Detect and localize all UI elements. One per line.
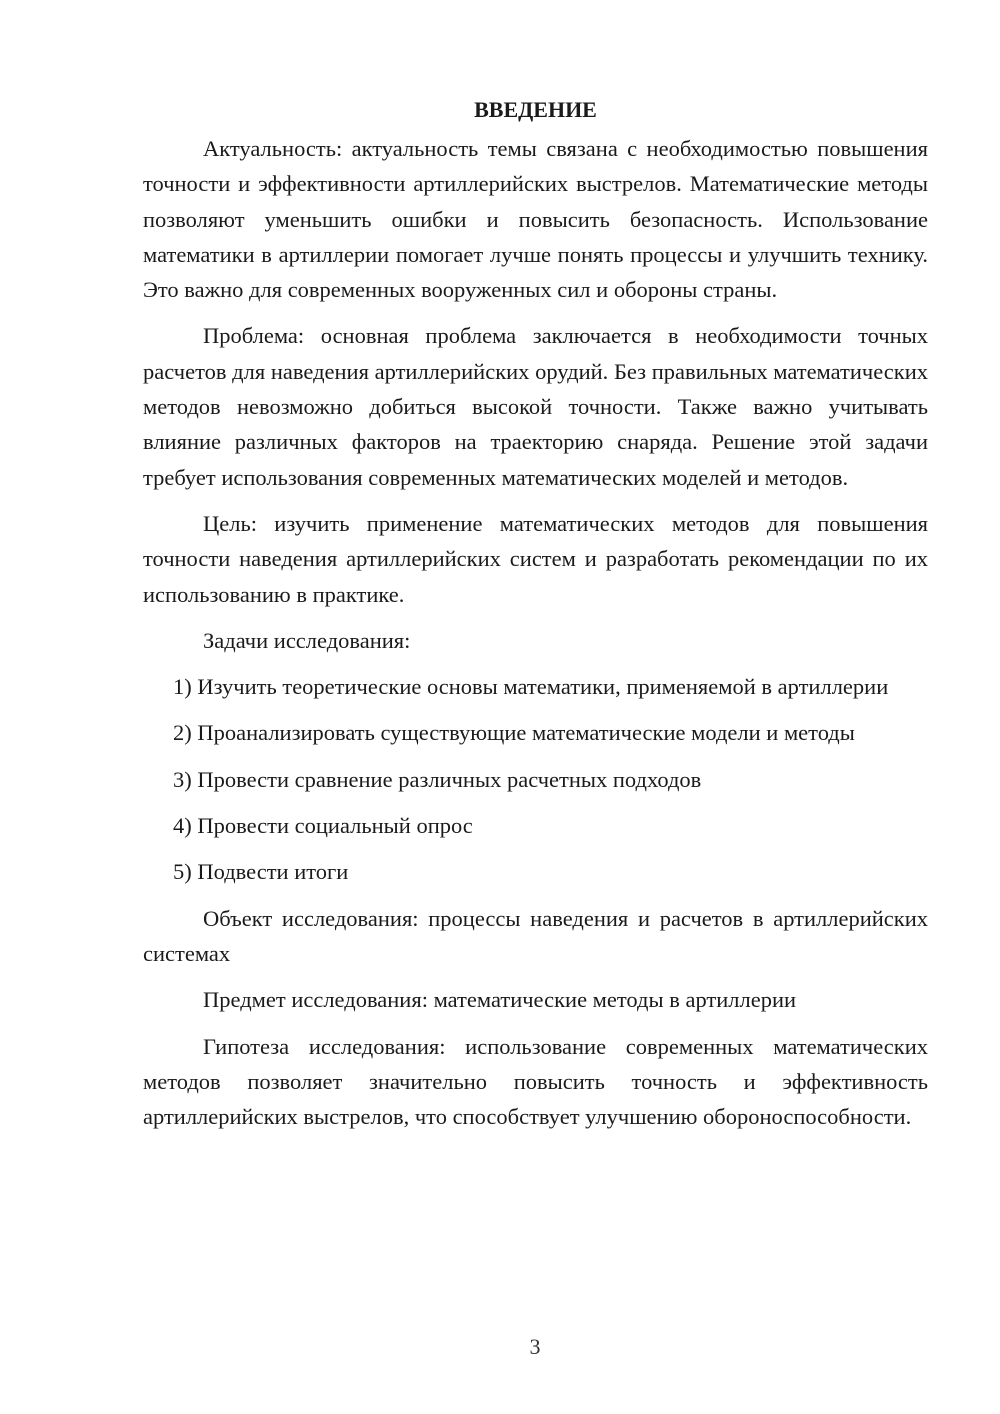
task-item-2: 2) Проанализировать существующие математические модели и методы bbox=[173, 720, 855, 746]
task-item-1: 1) Изучить теоретические основы математики, применяемой в артиллерии bbox=[173, 674, 889, 700]
paragraph-relevance: Актуальность: актуальность темы связана с необходимостью повышения точности и эффективности артиллерийских выстрелов. Математические методы позволяют уменьшить ошибки и повысить безопасность. Использование математики в артиллерии помогает лучше понять процессы и улучшить технику. Это важно для современных вооруженных сил и обороны страны. bbox=[143, 136, 928, 303]
paragraph-hypothesis: Гипотеза исследования: использование современных математических методов позволяет значительно повысить точность и эффективность артиллерийских выстрелов, что способствует улучшению обороноспособности. bbox=[143, 1033, 928, 1130]
paragraph-problem: Проблема: основная проблема заключается в необходимости точных расчетов для наведения артиллерийских орудий. Без правильных математических методов невозможно добиться высокой точности. Также важно учитывать влияние различных факторов на траекторию снаряда. Решение этой задачи требует использования современных математических моделей и методов. bbox=[143, 323, 928, 490]
page-title: ВВЕДЕНИЕ bbox=[474, 97, 597, 122]
paragraph-subject: Предмет исследования: математические методы в артиллерии bbox=[203, 987, 797, 1013]
task-item-4: 4) Провести социальный опрос bbox=[173, 813, 473, 839]
page-number: 3 bbox=[529, 1334, 541, 1359]
task-item-3: 3) Провести сравнение различных расчетных подходов bbox=[173, 766, 702, 792]
task-item-5: 5) Подвести итоги bbox=[173, 859, 349, 885]
paragraph-goal: Цель: изучить применение математических методов для повышения точности наведения артиллерийских систем и разработать рекомендации по их использованию в практике. bbox=[143, 510, 928, 607]
paragraph-tasks-heading: Задачи исследования: bbox=[203, 627, 411, 653]
paragraph-object: Объект исследования: процессы наведения и расчетов в артиллерийских системах bbox=[143, 905, 928, 966]
document-page bbox=[143, 92, 928, 1145]
